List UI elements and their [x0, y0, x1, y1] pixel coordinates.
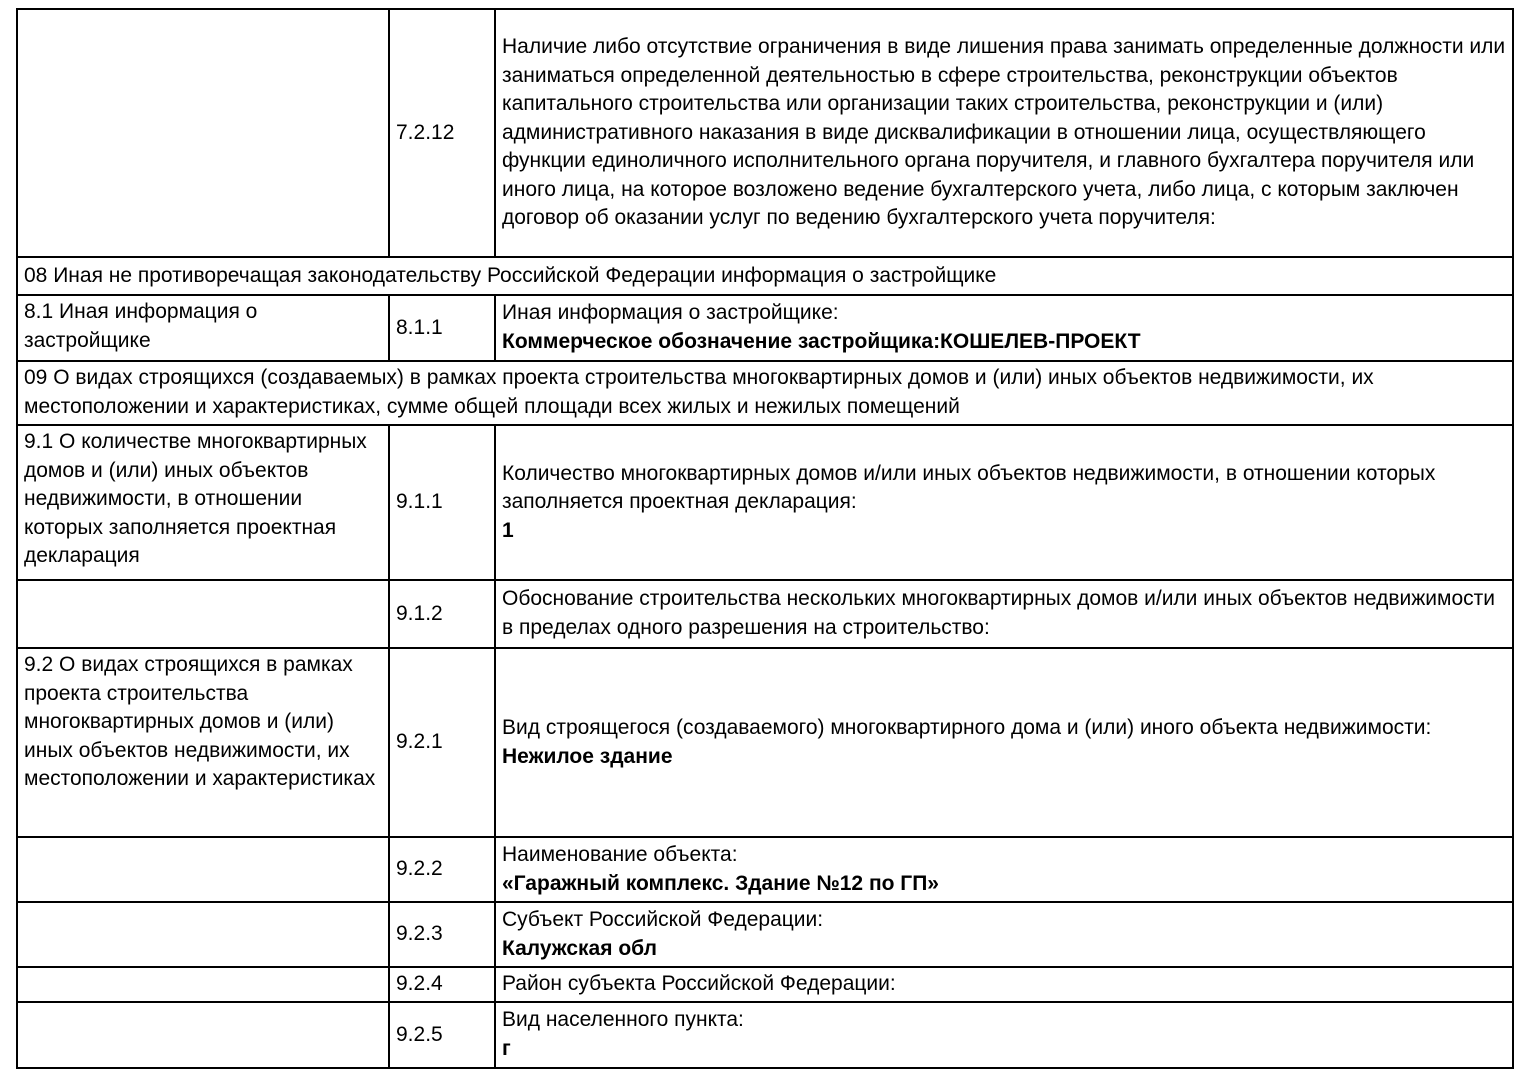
project-declaration-table [16, 8, 1514, 1069]
field-value: «Гаражный комплекс. Здание №12 по ГП» [502, 871, 939, 895]
row-number-cell: 9.2.2 [389, 837, 495, 902]
row-content-cell [495, 425, 1513, 580]
row-number-cell: 9.2.3 [389, 902, 495, 967]
section-header-row-09 [17, 361, 1513, 425]
table-row-9-2-5 [17, 1002, 1513, 1068]
section-header-row-08 [17, 257, 1513, 295]
field-label: Вид строящегося (создаваемого) многоквартирного дома и (или) иного объекта недвижимости: [502, 715, 1432, 739]
row-content-cell [495, 648, 1513, 837]
row-content-cell [495, 837, 1513, 902]
row-content-cell [495, 1002, 1513, 1068]
table-row-9-2-1 [17, 648, 1513, 837]
table-row-8-1-1 [17, 295, 1513, 361]
table-row-9-2-2 [17, 837, 1513, 902]
row-number-cell: 9.2.4 [389, 967, 495, 1002]
row-left-cell [17, 9, 389, 257]
field-label: Обоснование строительства нескольких многоквартирных домов и/или иных объектов недвижимости в пределах одного разрешения на строительство: [502, 587, 1495, 639]
row-number-cell: 7.2.12 [389, 9, 495, 257]
row-content-cell [495, 902, 1513, 967]
field-value: Коммерческое обозначение застройщика:КОШЕЛЕВ-ПРОЕКТ [502, 330, 1141, 353]
row-content-cell [495, 295, 1513, 361]
section-header-cell: 09 О видах строящихся (создаваемых) в рамках проекта строительства многоквартирных домов и (или) иных объектов недвижимости, их местоположении и характеристиках, сумме общей площади всех жилых и нежилых помещений [17, 361, 1513, 425]
table-row-9-2-4 [17, 967, 1513, 1002]
field-label: Вид населенного пункта: [502, 1008, 744, 1032]
row-number-cell: 9.1.2 [389, 580, 495, 648]
row-left-cell [17, 902, 389, 967]
row-left-cell [17, 967, 389, 1002]
field-label: Район субъекта Российской Федерации: [502, 972, 896, 996]
row-left-cell: 9.2 О видах строящихся в рамках проекта строительства многоквартирных домов и (или) иных объектов недвижимости, их местоположении и характеристиках [17, 648, 389, 837]
table-row-9-1-2 [17, 580, 1513, 648]
row-number-cell: 9.1.1 [389, 425, 495, 580]
row-content-cell [495, 967, 1513, 1002]
section-header-cell: 08 Иная не противоречащая законодательству Российской Федерации информация о застройщике [17, 257, 1513, 295]
field-label: Количество многоквартирных домов и/или иных объектов недвижимости, в отношении которых заполняется проектная декларация: [502, 461, 1436, 514]
row-content-cell [495, 9, 1513, 257]
row-number-cell: 9.2.1 [389, 648, 495, 837]
field-label: Наименование объекта: [502, 842, 738, 866]
row-left-cell [17, 1002, 389, 1068]
field-label: Иная информация о застройщике: [502, 301, 839, 325]
row-left-cell: 8.1 Иная информация о застройщике [17, 295, 389, 361]
row-content-cell [495, 580, 1513, 648]
row-number-cell: 8.1.1 [389, 295, 495, 361]
row-left-cell [17, 580, 389, 648]
field-label: Наличие либо отсутствие ограничения в виде лишения права занимать определенные должности или заниматься определенной деятельностью в сфере строительства, реконструкции объектов капитального строительства или организации таких строительства, реконструкции и (или) административного наказания в виде дисквалификации в отношении лица, осуществляющего функции единоличного исполнительного органа поручителя, и главного бухгалтера поручителя или иного лица, на которое возложено ведение бухгалтерского учета, либо лица, с которым заключен договор об оказании услуг по ведению бухгалтерского учета поручителя: [502, 35, 1506, 230]
table-row-9-1-1 [17, 425, 1513, 580]
table-row-7-2-12 [17, 9, 1513, 257]
row-number-cell: 9.2.5 [389, 1002, 495, 1068]
field-value: Нежилое здание [502, 744, 673, 768]
field-value: 1 [502, 518, 514, 542]
field-value: Калужская обл [502, 936, 657, 960]
field-label: Субъект Российской Федерации: [502, 907, 824, 931]
row-left-cell [17, 837, 389, 902]
row-left-cell: 9.1 О количестве многоквартирных домов и (или) иных объектов недвижимости, в отношении которых заполняется проектная декларация [17, 425, 389, 580]
table-row-9-2-3 [17, 902, 1513, 967]
field-value: г [502, 1037, 511, 1060]
